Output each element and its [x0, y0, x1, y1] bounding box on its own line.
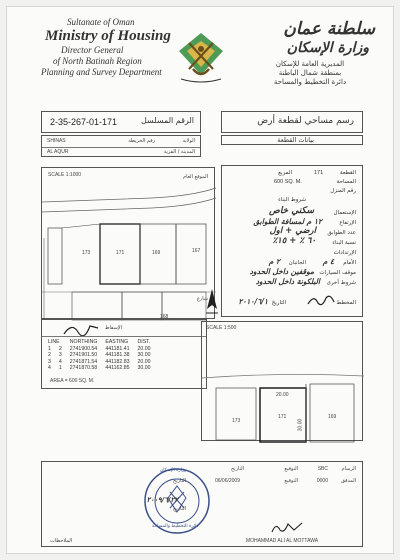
detail-scale: SCALE 1:500: [206, 325, 237, 331]
plot-label: القطعة: [339, 170, 356, 176]
coord-dist: 20.00: [137, 345, 151, 352]
plot-data-heading: بيانات القطعة: [277, 136, 314, 144]
height-label: الإرتفاع: [339, 220, 356, 226]
serial-label: الرقم المسلسل: [140, 116, 194, 125]
coord-header-dist: DIST.: [137, 339, 151, 346]
date-label-2: التاريخ: [173, 478, 186, 484]
hw-front: ٤ م: [322, 257, 334, 266]
en-region: of North Batinah Region: [53, 56, 142, 66]
house-label: رقم المنزل: [330, 188, 356, 194]
stamp-text: وزارة الإسكان: [160, 468, 187, 473]
footer-signature-icon: [270, 520, 304, 534]
oman-emblem-icon: [171, 29, 231, 85]
info-left-box: [41, 135, 201, 157]
ar-sultanate: سلطنة عمان: [283, 19, 375, 39]
wilayat-value: SHINAS: [47, 138, 66, 144]
ar-directorate: المديرية العامة للإسكان: [275, 60, 345, 68]
area-value: 600 SQ. M.: [274, 179, 302, 185]
parking-label: موقف السيارات: [319, 270, 356, 276]
coord-dist: 30.00: [137, 365, 151, 372]
wilayat-label: الولاية: [182, 138, 195, 144]
detail-dim-depth: 30.00: [297, 418, 304, 432]
location-plot-167: 167: [192, 248, 201, 254]
signature-label-2: التوقيع: [284, 478, 298, 484]
location-map-box: [41, 167, 215, 319]
plot-value: 171: [314, 170, 324, 176]
header-arabic: [245, 19, 375, 87]
hw-usage: سكني خاص: [268, 206, 314, 216]
location-plot-169: 169: [152, 250, 161, 256]
coord-northing: 2741871.54: [69, 358, 98, 365]
coordinates-area: AREA = 600 SQ. M.: [50, 378, 95, 384]
area-label: المساحة: [336, 179, 356, 185]
plot-data-box: [221, 165, 363, 317]
floors-label: عدد الطوابق: [327, 230, 356, 236]
detail-map-drawing: [202, 322, 364, 442]
hw-height: ١٢ م لمسافة الطوابق: [253, 217, 322, 226]
hw-date: ٢٠١٠/٦/١: [238, 297, 268, 306]
en-sultanate: Sultanate of Oman: [67, 17, 135, 27]
ar-region: بمنطقة شمال الباطنة: [278, 69, 342, 77]
detail-plot-169: 169: [328, 414, 337, 420]
hw-floors: ارضي + اول: [269, 226, 316, 236]
coord-from: 3: [48, 358, 51, 365]
location-map-drawing: [42, 168, 216, 320]
date-label-1: التاريخ: [231, 466, 244, 472]
engineer-signature-icon: [306, 294, 336, 308]
number-value: 0000: [316, 478, 328, 484]
detail-plot-173: 173: [232, 418, 241, 424]
setbacks-label: الإرتدادات: [333, 250, 356, 256]
coord-to: 3: [58, 352, 62, 359]
coord-to: 1: [58, 365, 62, 372]
coord-from: 4: [48, 365, 51, 372]
coord-to: 4: [58, 358, 62, 365]
coordinates-table: [44, 339, 154, 372]
coordinates-sign-label: الإسقاط: [104, 325, 122, 331]
front-label: الأمام: [343, 260, 356, 266]
date-label-3: التاريخ: [173, 506, 186, 512]
table-row: [44, 365, 154, 372]
coord-to: 2: [58, 345, 62, 352]
block-label: المربع: [278, 170, 292, 176]
footer-box: [41, 461, 363, 547]
ar-department: دائرة التخطيط والمساحة: [273, 78, 347, 86]
date-label: التاريخ: [271, 300, 286, 306]
coord-northing: 2741900.54: [69, 345, 98, 352]
drawer-label: الرسام: [341, 466, 356, 472]
drawer-value: SBC: [317, 466, 328, 472]
engineer-label: المخطط: [336, 300, 356, 306]
location-plot-171: 171: [116, 250, 125, 256]
other-label: شروط أخرى: [326, 280, 356, 286]
ratio-label: نسبة البناء: [332, 240, 356, 246]
hw-other: البلكونة داخل الحدود: [255, 277, 320, 286]
hw-footer-date: ٢٠٠٩/٦/٢٢: [146, 496, 178, 504]
coord-header-easting: EASTING: [105, 339, 129, 346]
hw-sides: ٢ م: [268, 257, 280, 266]
coord-easting: 441162.85: [105, 365, 130, 372]
coord-northing: 2741901.50: [69, 352, 98, 359]
north-arrow-icon: [205, 289, 219, 313]
location-scale: SCALE 1:1000: [48, 172, 82, 178]
coord-from: 2: [48, 352, 51, 359]
detail-dim-width: 20.00: [276, 392, 289, 398]
location-plot-168: 168: [160, 314, 169, 320]
coord-dist: 20.00: [137, 358, 151, 365]
location-plot-173: 173: [82, 250, 91, 256]
engineer-name: MOHAMMAD ALI AL MOTTAWA: [246, 538, 319, 544]
notes-label: الملاحظات: [50, 538, 73, 544]
hw-parking: موقفين داخل الحدود: [249, 267, 314, 276]
coordinates-signature-icon: [62, 322, 100, 336]
map-label: رقم الخريطة: [128, 138, 155, 144]
coord-header-line: LINE: [48, 339, 60, 346]
signature-label-1: التوقيع: [284, 466, 298, 472]
sketch-title-box: [221, 111, 363, 133]
serial-value: 2-35-267-01-171: [50, 117, 118, 127]
en-ministry: Ministry of Housing: [45, 28, 171, 44]
coordinates-box: [41, 319, 207, 389]
village-label: المدينة / القرية: [163, 149, 195, 155]
usage-label: الإستعمال: [333, 210, 356, 216]
location-map-label: الموقع العام: [183, 174, 208, 180]
en-department: Planning and Survey Department: [41, 67, 162, 77]
hw-ratio: ٦٠ ٪ + ١٥٪: [272, 236, 316, 246]
sides-label: الجانبان: [288, 260, 306, 266]
sketch-title: رسم مساحي لقطعة أرض: [257, 116, 354, 126]
plot-data-heading-box: [221, 135, 363, 145]
coord-easting: 441181.41: [105, 345, 130, 352]
document-page: [6, 6, 394, 554]
ar-ministry: وزارة الإسكان: [286, 40, 369, 56]
building-conditions-label: شروط البناء: [278, 197, 306, 203]
coord-easting: 441181.38: [105, 352, 130, 359]
en-directorate: Director General: [61, 45, 124, 55]
detail-plot-171: 171: [278, 414, 287, 420]
coord-from: 1: [48, 345, 51, 352]
detail-map-box: [201, 321, 363, 441]
village-value: AL AQUR: [47, 149, 69, 155]
checker-label: المدقق: [341, 478, 356, 484]
coord-dist: 30.00: [137, 352, 151, 359]
coord-header-northing: NORTHING: [69, 339, 98, 346]
header-english: [41, 17, 171, 78]
serial-box: [41, 111, 201, 133]
street-label: شارع: [196, 296, 208, 302]
coord-northing: 2741870.58: [69, 365, 98, 372]
coord-easting: 441182.83: [105, 358, 130, 365]
footer-date-value: 06/06/2009: [214, 478, 240, 484]
stamp-inner-text: دائرة التخطيط والمساحة: [152, 524, 199, 529]
